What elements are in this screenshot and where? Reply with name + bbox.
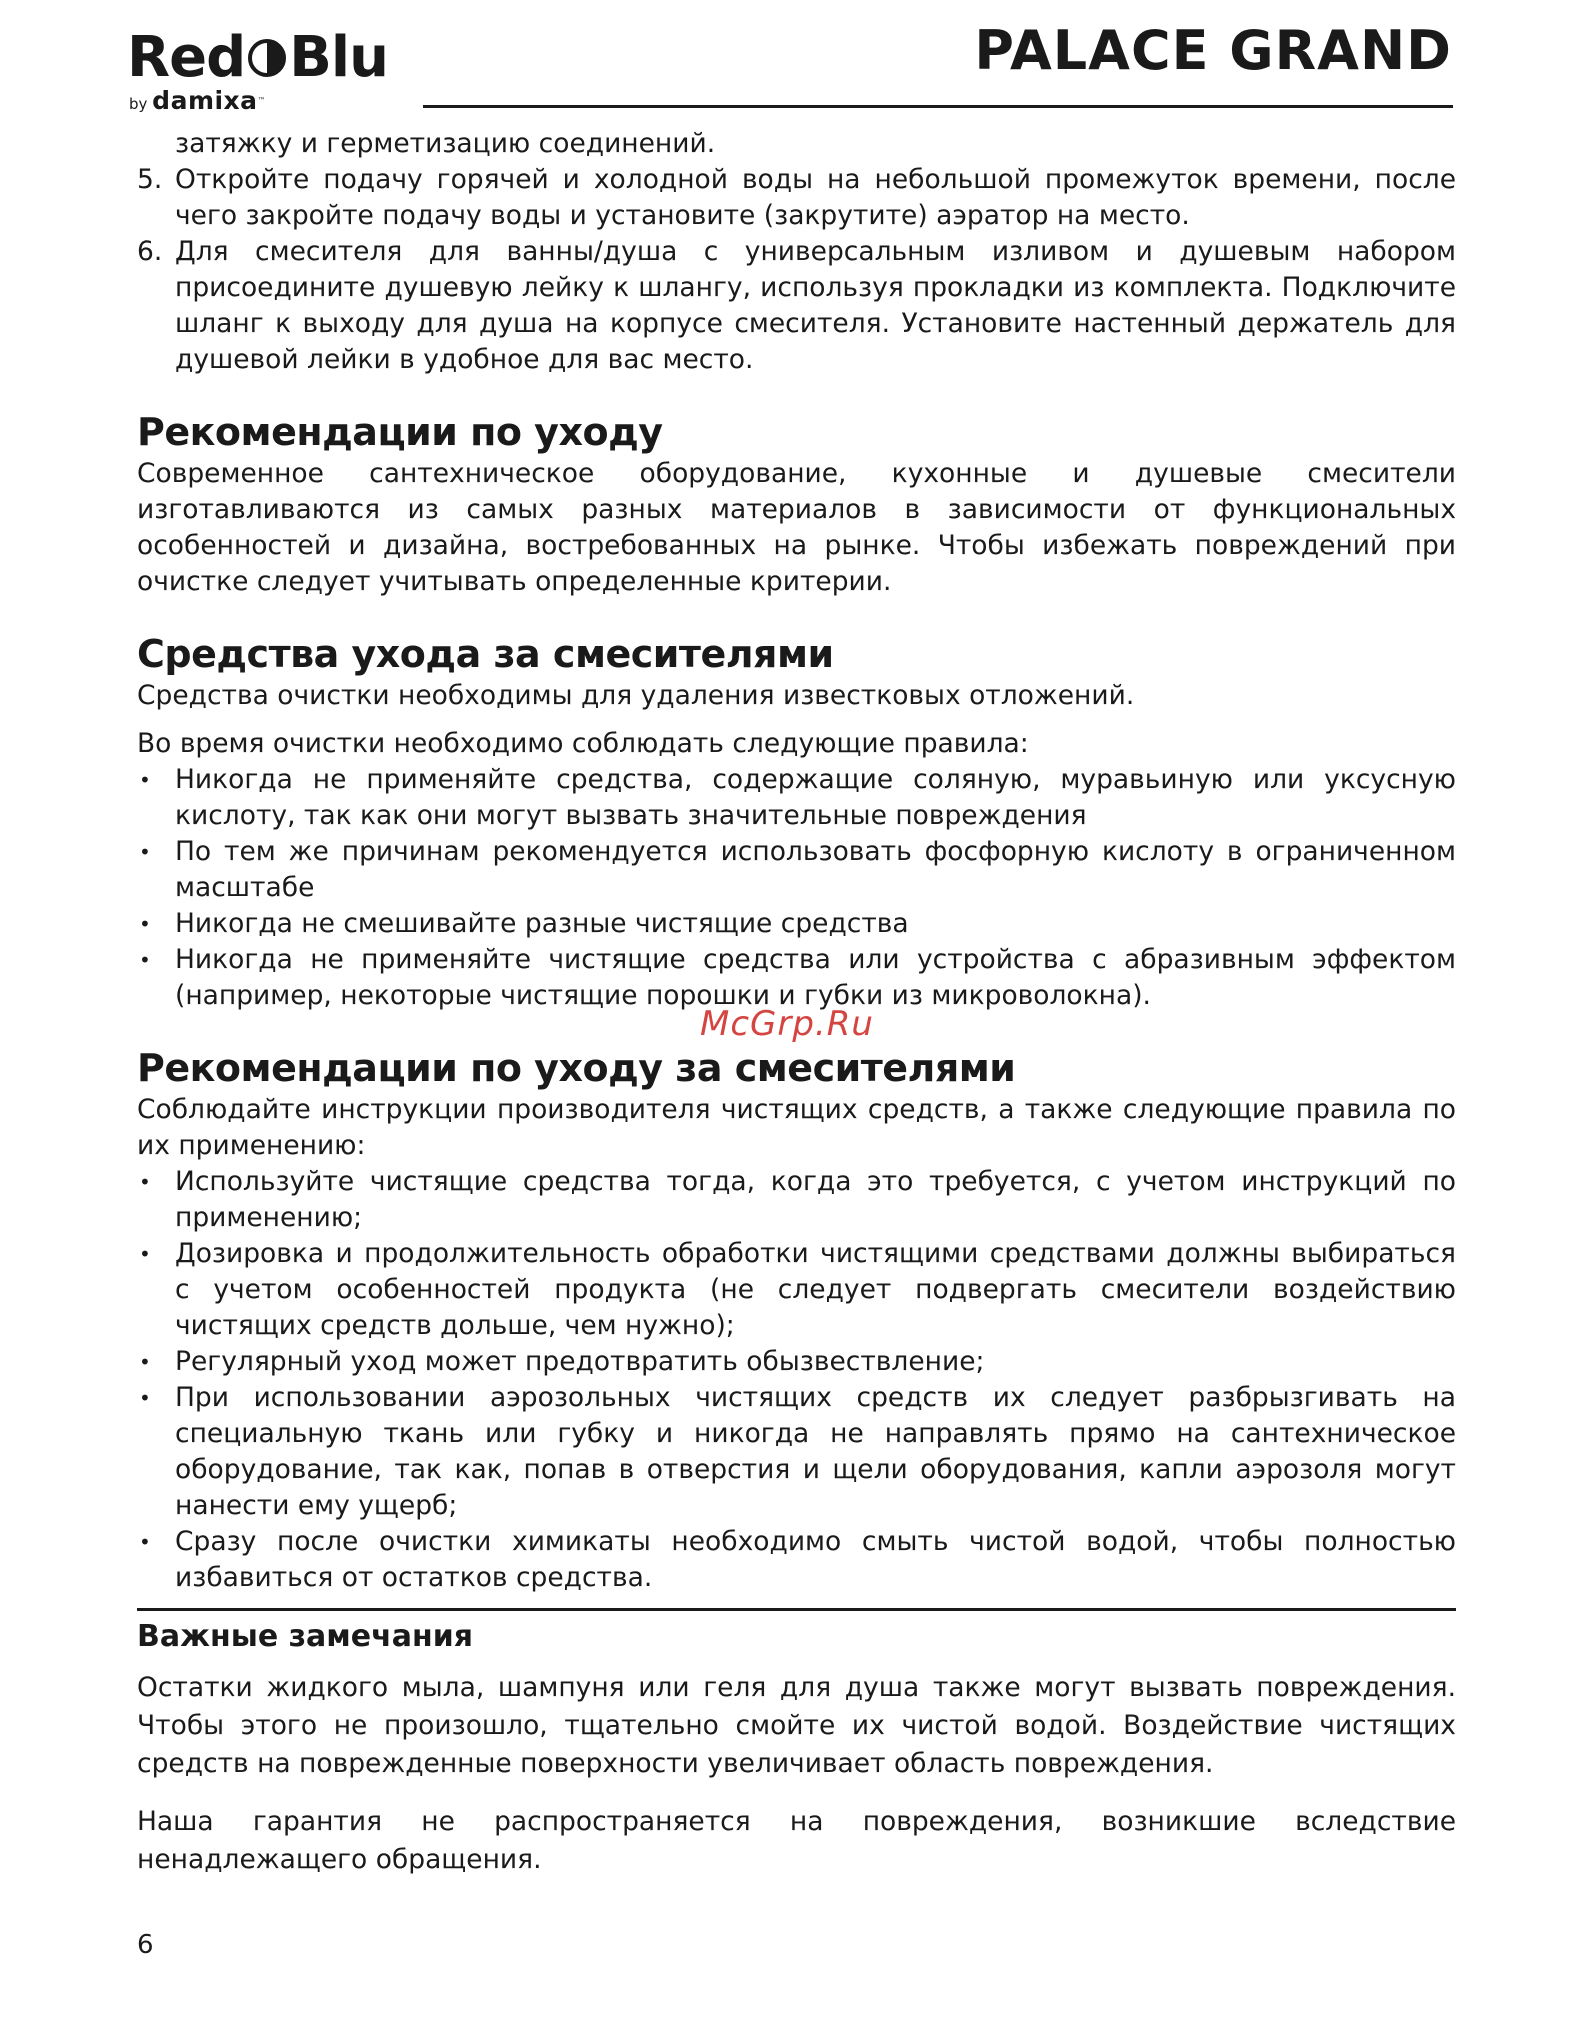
list-item: • Используйте чистящие средства тогда, когда это требуется, с учетом инструкций по применению; [139,1166,1456,1233]
bullet-marker: • [139,912,151,936]
bullet-marker: • [139,840,151,864]
notes-heading: Важные замечания [137,1619,474,1654]
list-item: • Никогда не применяйте чистящие средства или устройства с абразивным эффектом (например, некоторые чистящие порошки и губки из микроволокна). [139,944,1456,1011]
step-number: 5. [137,164,163,195]
list-item: • По тем же причинам рекомендуется использовать фосфорную кислоту в ограниченном масштабе [139,836,1456,903]
step-item [137,162,1456,234]
list-item: • Никогда не применяйте средства, содержащие соляную, муравьиную или уксусную кислоту, так как они могут вызвать значительные повреждения [139,764,1456,831]
care-paragraph: Современное сантехническое оборудование, кухонные и душевые смесители изготавливаются из самых разных материалов в зависимости от функциональных особенностей и дизайна, востребованных на рынке. Чтобы избежать повреждений при очистке следует учитывать определенные критерии. [137,458,1456,597]
step-item [137,234,1456,378]
step-text: Для смесителя для ванны/душа с универсальным изливом и душевым набором присоедините душевую лейку к шлангу, используя прокладки из комплекта. Подключите шланг к выходу для душа на корпусе смесителя. Установите настенный держатель для душевой лейки в удобное для вас место. [175,236,1456,375]
logo-wordmark [127,25,417,90]
list-item: • Никогда не смешивайте разные чистящие средства [137,906,1456,942]
section-divider [137,1608,1456,1611]
header-divider [423,105,1453,108]
product-title: PALACE GRAND [974,19,1452,82]
list-item: • Сразу после очистки химикаты необходимо смыть чистой водой, чтобы полностью избавиться от остатков средства. [139,1526,1456,1593]
bullet-marker: • [139,1530,151,1554]
step-number: 6. [137,236,163,267]
mixer-care-heading: Рекомендации по уходу за смесителями [137,1046,1016,1090]
bullet-marker: • [139,1170,151,1194]
mixer-care-list [137,1164,1456,1596]
notes-paragraph: Остатки жидкого мыла, шампуня или геля для душа также могут вызвать повреждения. Чтобы этого не произошло, тщательно смойте их чистой водой. Воздействие чистящих средств на поврежденные поверхности увеличивает область повреждения. [137,1672,1456,1779]
list-item: • При использовании аэрозольных чистящих средств их следует разбрызгивать на специальную ткань или губку и никогда не направлять прямо на сантехническое оборудование, так как, попав в отверстия и щели оборудования, капли аэрозоля могут нанести ему ущерб; [139,1382,1456,1521]
page-content [137,126,1456,1879]
logo-byline: by damixa™ [129,86,266,115]
watermark: McGrp.Ru [700,1004,874,1044]
logo-blu: Blu [289,25,388,90]
cleaning-rules-list [137,762,1456,1014]
products-heading: Средства ухода за смесителями [137,632,834,676]
page-number: 6 [137,1930,154,1960]
bullet-marker: • [139,1386,151,1410]
brand-logo [127,25,417,118]
mixer-care-intro: Соблюдайте инструкции производителя чистящих средств, а также следующие правила по их применению: [137,1094,1456,1161]
logo-red: Red [127,25,246,90]
bullet-marker: • [139,1242,151,1266]
step-continuation: затяжку и герметизацию соединений. [175,128,716,159]
logo-half-circle-icon [248,39,286,77]
bullet-marker: • [139,948,151,972]
warranty-paragraph: Наша гарантия не распространяется на повреждения, возникшие вследствие ненадлежащего обращения. [137,1806,1456,1875]
products-intro: Средства очистки необходимы для удаления известковых отложений. [137,680,1135,711]
care-heading: Рекомендации по уходу [137,410,663,454]
list-item: • Дозировка и продолжительность обработки чистящими средствами должны выбираться с учетом особенностей продукта (не следует подвергать смесители воздействию чистящих средств дольше, чем нужно); [139,1238,1456,1341]
bullet-marker: • [139,1350,151,1374]
list-item: • Регулярный уход может предотвратить обызвествление; [137,1344,1456,1380]
bullet-marker: • [139,768,151,792]
rules-intro: Во время очистки необходимо соблюдать следующие правила: [137,728,1029,759]
step-text: Откройте подачу горячей и холодной воды на небольшой промежуток времени, после чего закройте подачу воды и установите (закрутите) аэратор на место. [175,164,1456,231]
installation-steps [137,162,1456,378]
